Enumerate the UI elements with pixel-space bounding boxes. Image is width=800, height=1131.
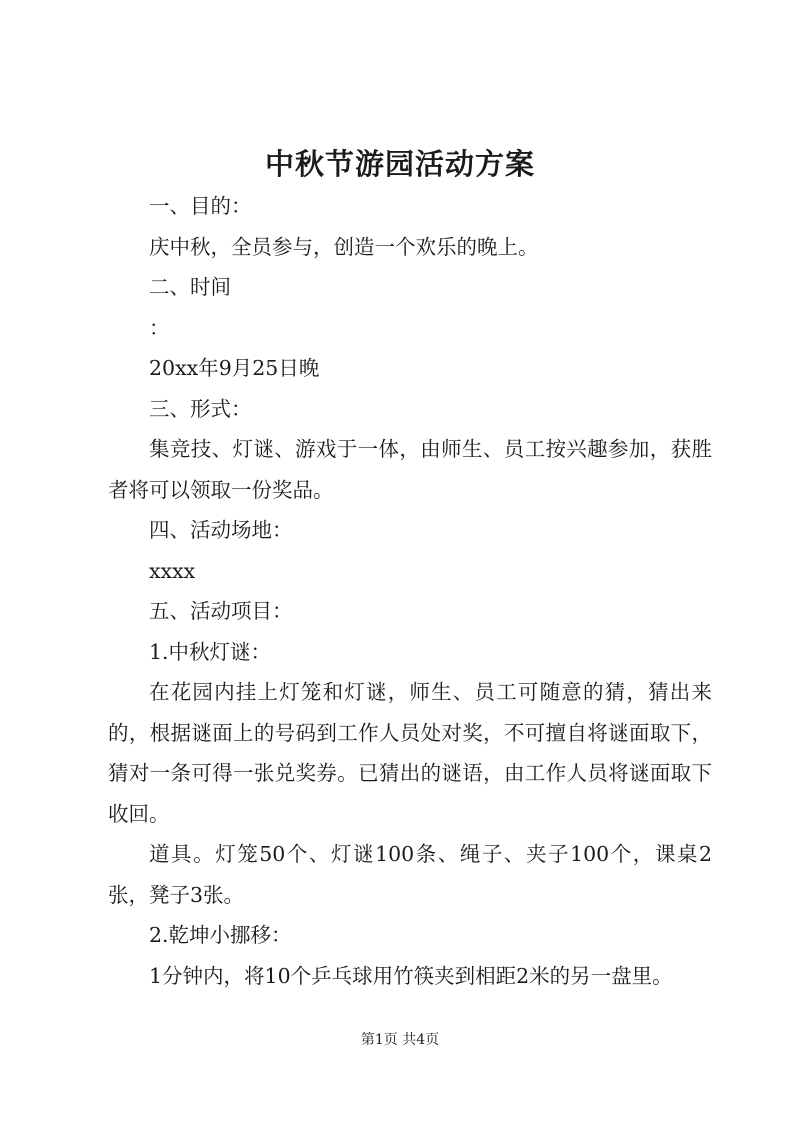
- section-heading-activities: 五、活动项目：: [149, 599, 293, 623]
- subheading-lantern-riddles: 1.中秋灯谜：: [149, 639, 272, 664]
- paragraph-date: 20xx年9月25日晚: [149, 356, 320, 380]
- paragraph-props: 道具。灯笼50个、灯谜100条、绳子、夹子100个，课桌2张，凳子3张。: [108, 842, 712, 907]
- paragraph-chopsticks-game: 1分钟内，将10个乒乓球用竹筷夹到相距2米的另一盘里。: [149, 963, 673, 988]
- page-footer: 第1页 共4页: [360, 1032, 440, 1048]
- section-heading-purpose: 一、目的：: [149, 194, 252, 218]
- section-heading-time: 二、时间: [149, 275, 231, 299]
- section-heading-venue: 四、活动场地：: [149, 518, 293, 542]
- paragraph-purpose: 庆中秋，全员参与，创造一个欢乐的晚上。: [149, 234, 539, 259]
- subheading-chopsticks-game: 2.乾坤小挪移：: [149, 923, 292, 947]
- section-heading-format: 三、形式：: [149, 396, 252, 421]
- document-body: [108, 186, 712, 996]
- paragraph-venue: xxxx: [149, 558, 196, 583]
- paragraph-format: 集竞技、灯谜、游戏于一体，由师生、员工按兴趣参加，获胜者将可以领取一份奖品。: [108, 437, 712, 502]
- document-title: 中秋节游园活动方案: [264, 147, 535, 181]
- paragraph-lantern-riddles: 在花园内挂上灯笼和灯谜，师生、员工可随意的猜，猜出来的，根据谜面上的号码到工作人员处对奖，不可擅自将谜面取下，猜对一条可得一张兑奖券。已猜出的谜语，由工作人员将谜面取下收回。: [108, 680, 712, 826]
- paragraph-colon: ：: [149, 315, 170, 340]
